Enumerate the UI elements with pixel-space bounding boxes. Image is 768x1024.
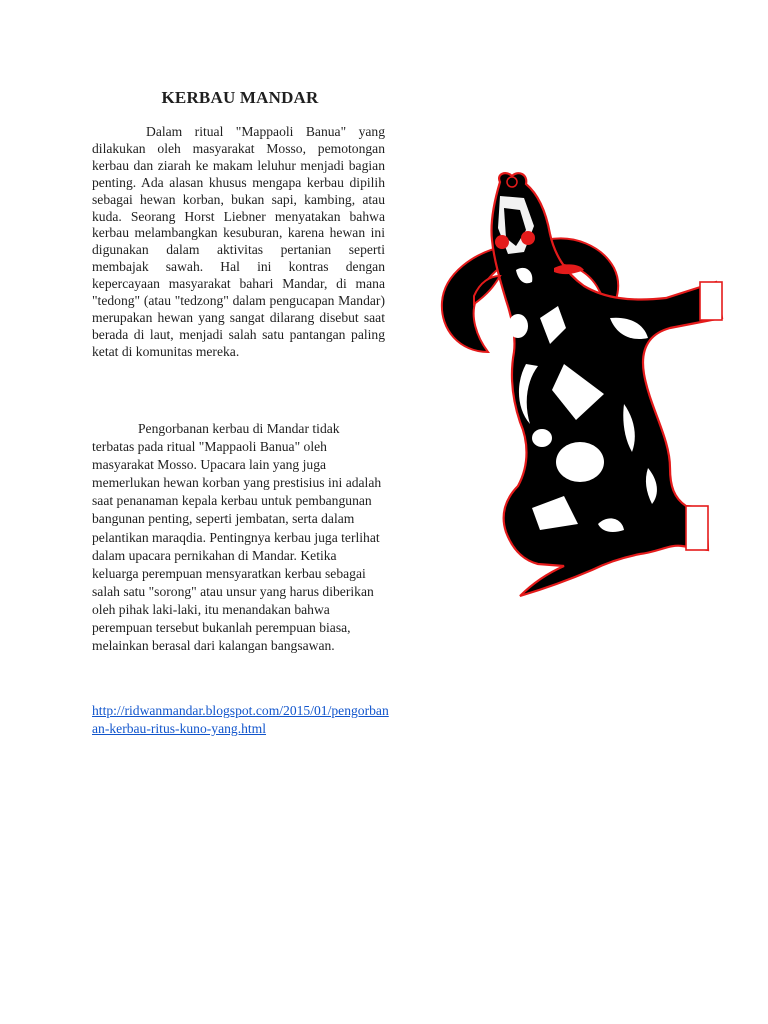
hoof-bottom (686, 506, 708, 550)
paragraph-pengorbanan: Pengorbanan kerbau di Mandar tidak terbatas pada ritual "Mappaoli Banua" oleh masyarakat Mosso. Upacara lain yang juga memerlukan hewan korban yang prestisius ini adalah saat penanaman kepala kerbau untuk pembangunan bangunan penting, seperti jembatan, serta dalam pelantikan maraqdia. Pentingnya kerbau juga terlihat dalam upacara pernikahan di Mandar. Ketika keluarga perempuan mensyaratkan kerbau sebagai salah satu "sorong" atau unsur yang harus diberikan oleh pihak laki-laki, itu menandakan bahwa perempuan tersebut bukanlah perempuan biasa, melainkan berasal dari kalangan bangsawan. (92, 421, 382, 654)
paragraph-ritual-mappaoli: Dalam ritual "Mappaoli Banua" yang dilakukan oleh masyarakat Mosso, pemotongan kerbau dan ziarah ke makam leluhur menjadi bagian penting. Ada alasan khusus mengapa kerbau dipilih sebagai hewan korban, bukan sapi, kambing, atau kuda. Seorang Horst Liebner menyatakan bahwa kerbau melambangkan kesuburan, karena hewan ini digunakan dalam aktivitas pertanian seperti membajak sawah. Hal ini kontras dengan kepercayaan masyarakat bahari Mandar, di mana "tedong" (atau "tedzong" dalam pengucapan Mandar) merupakan hewan yang sangat dilarang disebut saat berada di laut, menjadi salah satu pantangan paling ketat di komunitas mereka. (92, 124, 385, 359)
buffalo-silhouette-icon (434, 168, 724, 600)
hoof-top (700, 282, 722, 320)
buffalo-illustration (434, 168, 724, 600)
source-link[interactable]: http://ridwanmandar.blogspot.com/2015/01/pengorbanan-kerbau-ritus-kuno-yang.html (92, 703, 389, 736)
document-title: KERBAU MANDAR (161, 88, 319, 107)
left-eye (495, 235, 509, 249)
right-eye (521, 231, 535, 245)
